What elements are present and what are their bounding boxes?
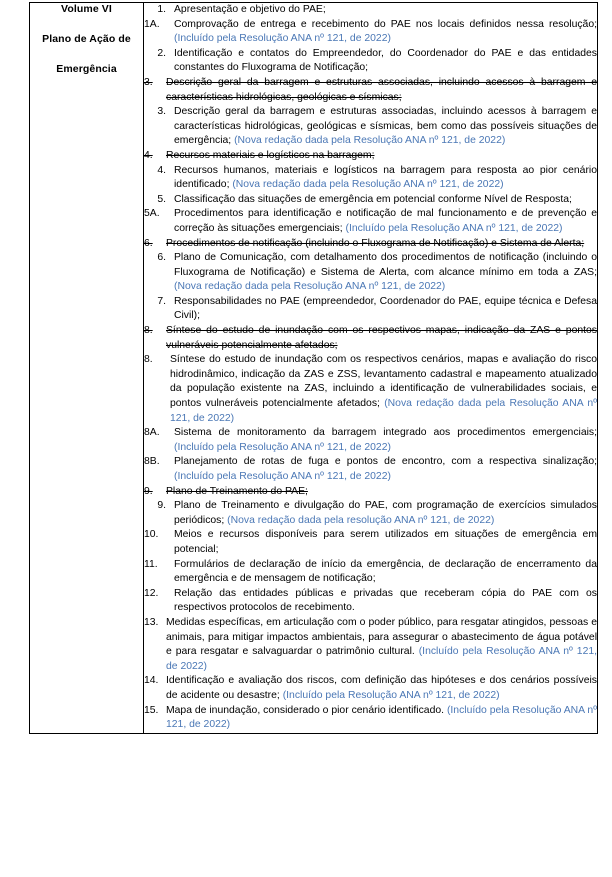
list-item [144, 558, 597, 587]
list-item [144, 237, 597, 252]
list-item-number: 9. [144, 485, 153, 497]
list-item-text: Identificação e contatos do Empreendedor, do Coordenador do PAE e das entidades constantes do Fluxograma de Notificação; [174, 47, 597, 74]
amendment-reference: (Incluído pela Resolução ANA nº 121, de 2022) [166, 704, 597, 731]
list-item-text: Recursos humanos, materiais e logísticos na barragem para resposta ao pior cenário identificado; [174, 164, 597, 191]
list-item-number: 3. [144, 76, 153, 88]
list-item-text: Sistema de monitoramento da barragem integrado aos procedimentos emergenciais; [174, 427, 597, 439]
list-item-number: 10. [144, 529, 159, 541]
list-item-number: 12. [144, 587, 159, 599]
list-item-text: Classificação das situações de emergência em potencial conforme Nível de Resposta; [174, 193, 572, 205]
list-item-number: 4. [144, 149, 153, 161]
list-item-text: Descrição geral da barragem e estruturas associadas, incluindo acessos à barragem e características hidrológicas, geológicas e sísmicas, bem como das possíveis situações de emergência; [174, 106, 597, 147]
amendment-reference: (Incluído pela Resolução ANA nº 121, de 2022) [282, 689, 500, 701]
list-item-number: 14. [144, 675, 159, 687]
volume-title-cell [30, 3, 144, 734]
list-item-text: Síntese do estudo de inundação com os respectivos mapas, indicação da ZAS e pontos vulneráveis potencialmente afetados; [166, 325, 597, 351]
amendment-reference: (Nova redação dada pela Resolução ANA nº 121, de 2022) [232, 179, 504, 191]
list-item-number: 4. [157, 164, 166, 176]
list-item-number: 1A. [144, 18, 160, 30]
list-item-number: 8. [144, 325, 153, 337]
list-item [144, 426, 597, 455]
list-item-number: 3. [157, 106, 166, 118]
amendment-reference: (Nova redação dada pela Resolução ANA nº 121, de 2022) [174, 281, 446, 293]
list-item-number: 1. [157, 4, 166, 15]
amendment-reference: (Nova redação dada pela Resolução ANA nº 121, de 2022) [170, 398, 597, 424]
list-item-text: Síntese do estudo de inundação com os respectivos cenários, mapas e avaliação do risco hidrodinâmico, indicação da ZAS e ZSS, levantamento cadastral e mapeamento atualizado da população existente na ZAS, incluindo a identificação de vulnerabilidades sociais, e pontos vulneráveis potencialmente afetados; [170, 354, 597, 410]
list-item [144, 3, 597, 18]
list-item-number: 8. [144, 354, 153, 366]
amendment-reference: (Incluído pela Resolução ANA nº 121, de 2022) [174, 441, 391, 453]
amendment-reference: (Incluído pela Resolução ANA nº 121, de 2022) [174, 471, 391, 482]
pae-items-list [144, 3, 597, 733]
list-item-number: 11. [144, 558, 158, 570]
list-item-text: Plano de Treinamento do PAE; [166, 485, 308, 497]
amendment-reference: (Incluído pela Resolução ANA nº 121, de 2022) [345, 222, 563, 234]
list-item-text: Procedimentos para identificação e notificação de mal funcionamento e de prevenção e correção às situações emergenciais; [174, 208, 597, 234]
table-row [30, 3, 598, 734]
list-item [144, 164, 597, 193]
list-item-number: 2. [157, 47, 166, 59]
list-item-number: 8A. [144, 427, 160, 439]
list-item [144, 251, 597, 295]
volume-line-3: Emergência [56, 63, 117, 75]
volume-line-2: Plano de Ação de [42, 33, 131, 45]
list-item [144, 587, 597, 616]
amendment-reference: (Nova redação dada pela Resolução ANA nº 121, de 2022) [234, 135, 506, 147]
list-item [144, 499, 597, 528]
list-item [144, 704, 597, 733]
list-item-text: Responsabilidades no PAE (empreendedor, Coordenador do PAE, equipe técnica e Defesa Civil); [174, 295, 597, 322]
list-item [144, 324, 597, 353]
list-item-text: Relação das entidades públicas e privadas que receberam cópia do PAE com os respectivos protocolos de recebimento. [174, 587, 597, 614]
list-item [144, 149, 597, 164]
list-item-text: Mapa de inundação, considerado o pior cenário identificado. [166, 704, 447, 716]
amendment-reference: (Incluído pela Resolução ANA nº 121, de 2022) [174, 33, 391, 45]
list-item-text: Planejamento de rotas de fuga e pontos de encontro, com a respectiva sinalização; [174, 456, 597, 468]
list-item-text: Apresentação e objetivo do PAE; [174, 4, 326, 15]
list-item [144, 76, 597, 105]
volume-line-1: Volume VI [61, 3, 112, 15]
list-item-number: 13. [144, 616, 159, 628]
list-item-number: 15. [144, 704, 159, 716]
list-item-number: 6. [157, 252, 166, 264]
list-item-text: Procedimentos de notificação (incluindo o Fluxograma de Notificação) e Sistema de Alerta; [166, 237, 585, 249]
list-item [144, 18, 597, 47]
amendment-reference: (Nova redação dada pela resolução ANA nº 121, de 2022) [227, 514, 495, 526]
list-item [144, 485, 597, 500]
list-item [144, 105, 597, 149]
list-item [144, 455, 597, 484]
list-item [144, 353, 597, 426]
list-item-number: 9. [157, 500, 166, 512]
amendment-reference: (Incluído pela Resolução ANA nº 121, de 2022) [166, 646, 598, 672]
list-item-text: Identificação e avaliação dos riscos, com definição das hipóteses e dos cenários possíveis de acidente ou desastre; [166, 675, 597, 701]
list-item [144, 47, 597, 76]
list-item [144, 295, 597, 324]
list-item-number: 8B. [144, 456, 160, 468]
list-item-text: Recursos materiais e logísticos na barragem; [166, 149, 375, 161]
pae-contents-table [29, 2, 598, 734]
list-item-text: Descrição geral da barragem e estruturas associadas, incluindo acessos à barragem e características hidrológicas, geológicas e sísmicas; [166, 76, 597, 103]
list-item-text: Meios e recursos disponíveis para serem utilizados em situações de emergência em potencial; [174, 529, 597, 555]
list-item-text: Plano de Comunicação, com detalhamento dos procedimentos de notificação (incluindo o Fluxograma de Notificação) e Sistema de Alerta, com alcance mínimo em toda a ZAS; [174, 252, 597, 278]
table-body [30, 3, 598, 734]
list-item-number: 5A. [144, 208, 160, 220]
list-item-number: 5. [157, 193, 166, 205]
list-item-text: Medidas específicas, em articulação com o poder público, para resgatar atingidos, pessoas e animais, para mitigar impactos ambientais, para assegurar o abastecimento de água potável e para resgatar e salvaguardar o patrimônio cultural. [166, 616, 597, 658]
list-item [144, 616, 597, 674]
list-item-text: Plano de Treinamento e divulgação do PAE, com programação de exercícios simulados periódicos; [174, 500, 597, 526]
list-item-number: 7. [157, 295, 166, 307]
list-item [144, 207, 597, 236]
list-item-number: 6. [144, 237, 153, 249]
list-item [144, 528, 597, 557]
list-item-text: Comprovação de entrega e recebimento do PAE nos locais definidos nessa resolução; [174, 18, 597, 30]
list-item [144, 674, 597, 703]
list-item-text: Formulários de declaração de início da emergência, de declaração de encerramento da emergência e de mensagem de notificação; [174, 558, 597, 585]
list-item [144, 193, 597, 208]
pae-items-cell [144, 3, 598, 734]
